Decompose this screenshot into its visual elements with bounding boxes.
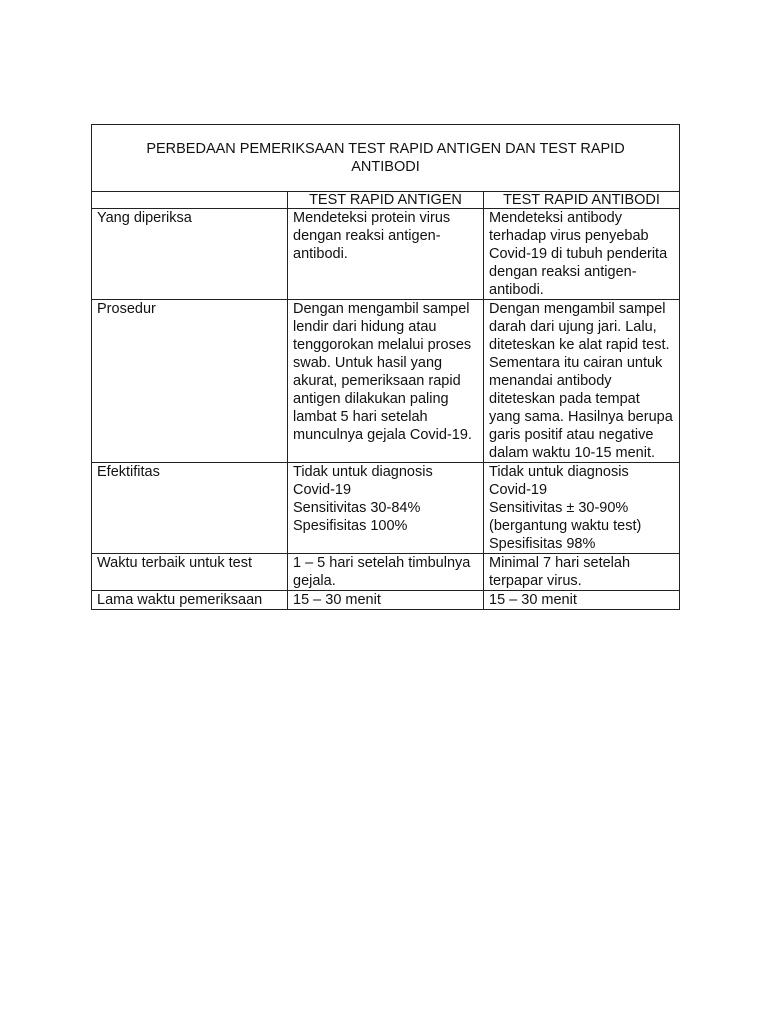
antigen-cell: Mendeteksi protein virus dengan reaksi antigen-antibodi. (288, 209, 484, 300)
header-row (92, 192, 680, 209)
table-row (92, 300, 680, 463)
antigen-cell: 15 – 30 menit (288, 591, 484, 610)
table-row (92, 463, 680, 554)
table-row (92, 591, 680, 610)
title-row (92, 125, 680, 192)
comparison-table (91, 124, 680, 610)
table-row (92, 209, 680, 300)
row-label: Waktu terbaik untuk test (92, 554, 288, 591)
table-row (92, 554, 680, 591)
row-label: Yang diperiksa (92, 209, 288, 300)
row-label: Efektifitas (92, 463, 288, 554)
antibodi-cell: Tidak untuk diagnosis Covid-19 Sensitivitas ± 30-90% (bergantung waktu test) Spesifisitas 98% (484, 463, 680, 554)
antibodi-cell: Mendeteksi antibody terhadap virus penyebab Covid-19 di tubuh penderita dengan reaksi antigen-antibodi. (484, 209, 680, 300)
document-page (91, 124, 679, 610)
antibodi-cell: Dengan mengambil sampel darah dari ujung jari. Lalu, diteteskan ke alat rapid test. Sementara itu cairan untuk menandai antibody diteteskan pada tempat yang sama. Hasilnya berupa garis positif atau negative dalam waktu 10-15 menit. (484, 300, 680, 463)
header-antibodi: TEST RAPID ANTIBODI (484, 192, 680, 209)
row-label: Lama waktu pemeriksaan (92, 591, 288, 610)
antigen-cell: 1 – 5 hari setelah timbulnya gejala. (288, 554, 484, 591)
antigen-cell: Tidak untuk diagnosis Covid-19 Sensitivitas 30-84% Spesifisitas 100% (288, 463, 484, 554)
table-title: PERBEDAAN PEMERIKSAAN TEST RAPID ANTIGEN DAN TEST RAPID ANTIBODI (92, 125, 680, 192)
header-antigen: TEST RAPID ANTIGEN (288, 192, 484, 209)
header-empty (92, 192, 288, 209)
antibodi-cell: Minimal 7 hari setelah terpapar virus. (484, 554, 680, 591)
row-label: Prosedur (92, 300, 288, 463)
antibodi-cell: 15 – 30 menit (484, 591, 680, 610)
antigen-cell: Dengan mengambil sampel lendir dari hidung atau tenggorokan melalui proses swab. Untuk hasil yang akurat, pemeriksaan rapid antigen dilakukan paling lambat 5 hari setelah munculnya gejala Covid-19. (288, 300, 484, 463)
